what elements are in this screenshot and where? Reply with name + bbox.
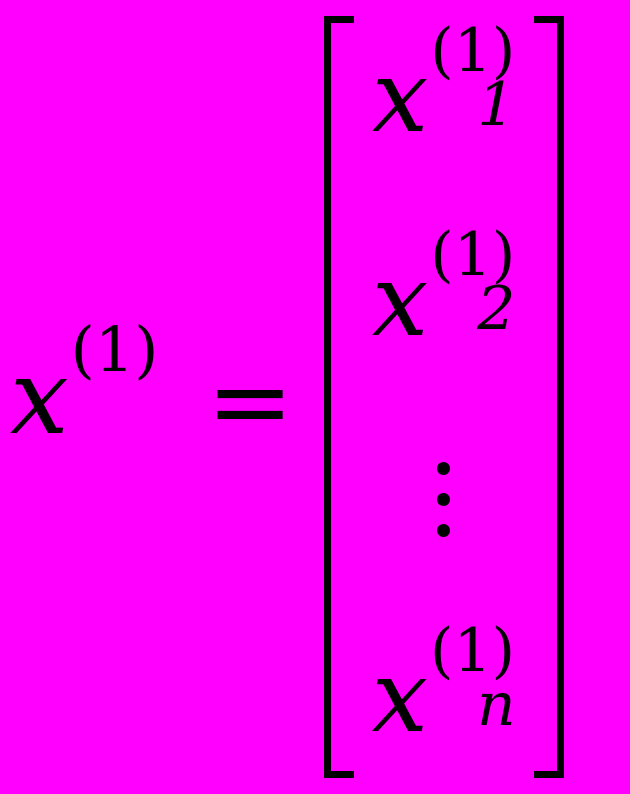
entry-n-subscript: n [477, 669, 516, 740]
entry-n-base: x [371, 637, 429, 755]
equals-sign: = [206, 340, 294, 462]
left-square-bracket [324, 16, 358, 778]
matrix-entry-n [371, 615, 516, 755]
vertical-ellipsis-icon [437, 456, 450, 543]
lhs-vector-symbol [10, 313, 159, 458]
lhs-base: x [10, 336, 69, 458]
entry-2-subscript: 2 [477, 274, 516, 345]
matrix-entry-1 [371, 16, 516, 155]
matrix-entry-2 [371, 220, 516, 360]
entry-1-base: x [371, 38, 429, 155]
column-vector-matrix [324, 16, 564, 778]
right-square-bracket [530, 16, 564, 778]
entry-2-superscript: (1) [430, 220, 516, 291]
entry-1-superscript: (1) [430, 16, 516, 86]
matrix-entries [346, 16, 542, 761]
lhs-superscript: (1) [70, 313, 159, 386]
entry-1-subscript: 1 [477, 70, 516, 140]
entry-2-base: x [371, 242, 429, 360]
entry-n-superscript: (1) [430, 615, 516, 686]
